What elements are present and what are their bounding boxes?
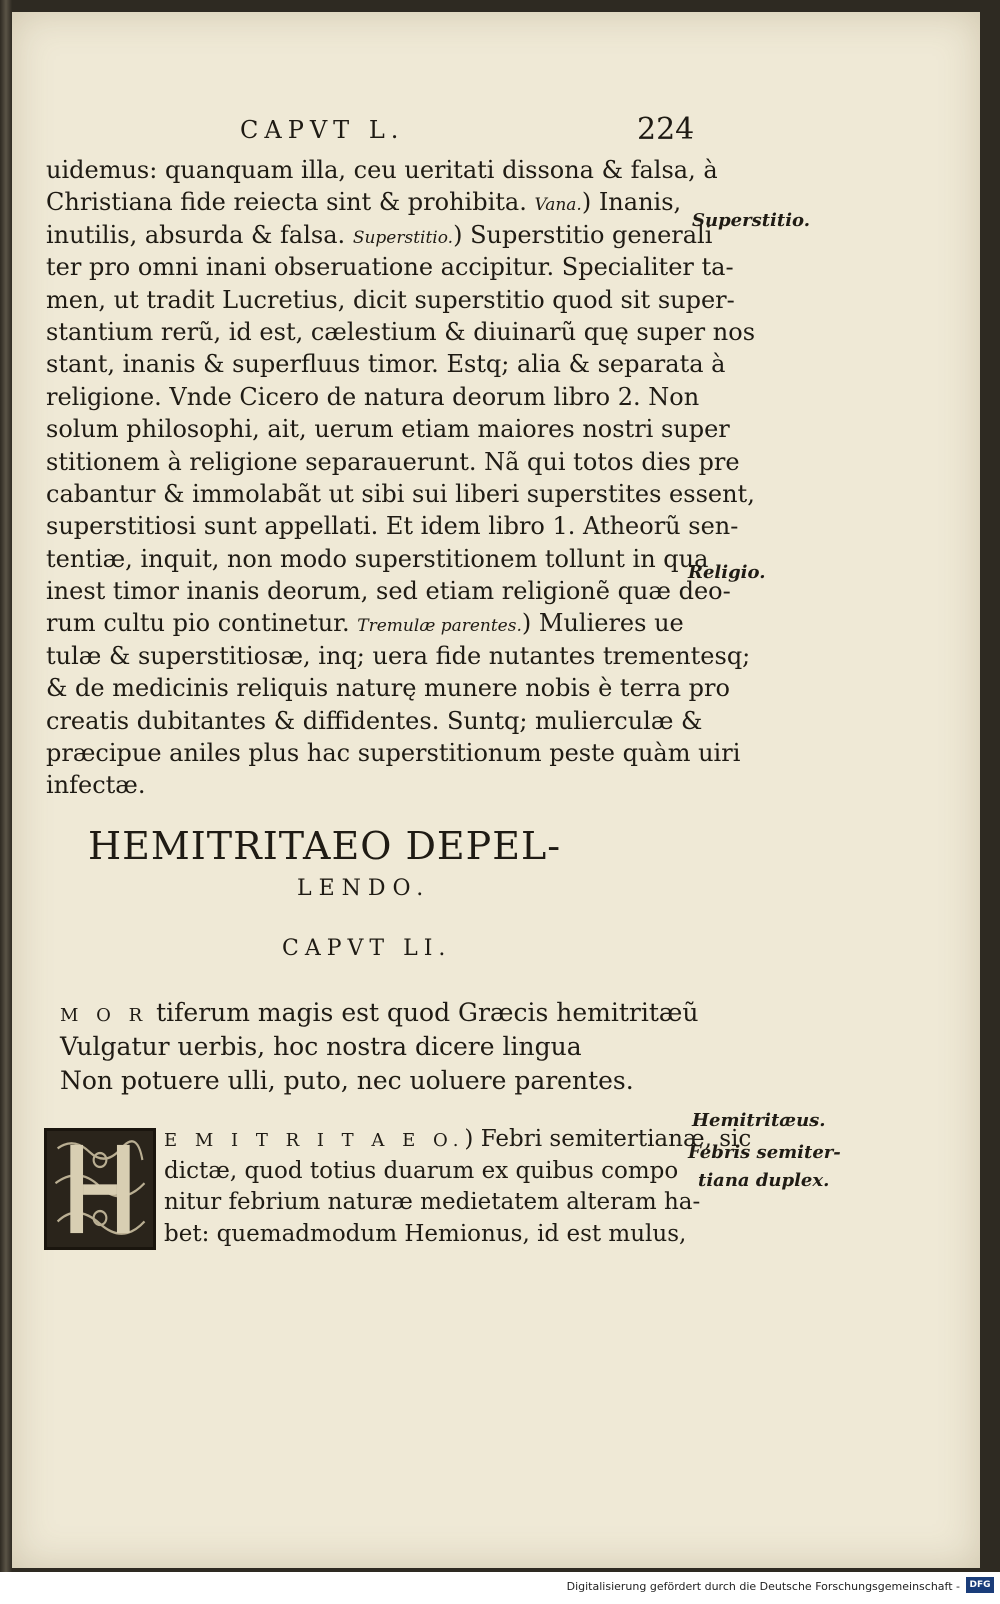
margin-note-febris-1: Febris semiter- [688, 1142, 841, 1163]
text-line: religione. Vnde Cicero de natura deorum libro 2. Non [46, 382, 700, 411]
footer-credit: Digitalisierung gefördert durch die Deutsche Forschungsgemeinschaft - [566, 1580, 960, 1593]
text-line: uidemus: quanquam illa, ceu ueritati dissona & falsa, à [46, 156, 718, 184]
main-text-block [46, 154, 756, 802]
lemma: Superstitio. [352, 227, 454, 248]
text-line: tentiæ, inquit, non modo superstitionem tollunt in qua [46, 544, 709, 573]
commentary-line: E M I T R I T A E O.) Febri semitertianæ, sic [164, 1126, 752, 1152]
page-number: 224 [637, 112, 695, 147]
text-line: Christiana fide reiecta sint & prohibita. Vana.) Inanis, [46, 188, 682, 217]
text-line: men, ut tradit Lucretius, dicit superstitio quod sit super- [46, 285, 735, 314]
dfg-logo: DFG [966, 1577, 994, 1593]
lemma: Vana. [534, 195, 582, 216]
verse-line: Non potuere ulli, puto, nec uoluere parentes. [60, 1066, 634, 1095]
text-line: & de medicinis reliquis naturę munere nobis è terra pro [46, 674, 730, 703]
text-line: ter pro omni inani obseruatione accipitur. Specialiter ta- [46, 253, 734, 282]
text-line: præcipue aniles plus hac superstitionum peste quàm uiri [46, 739, 741, 768]
text-line: creatis dubitantes & diffidentes. Suntq; mulierculæ & [46, 706, 703, 735]
book-page [12, 12, 980, 1568]
commentary-line: nitur febrium naturæ medietatem alteram ha- [164, 1189, 701, 1215]
verse-block [60, 996, 720, 1098]
commentary-line: bet: quemadmodum Hemionus, id est mulus, [164, 1220, 687, 1247]
page-header [12, 12, 980, 152]
text-line: solum philosophi, ait, uerum etiam maiores nostri super [46, 415, 730, 444]
commentary-line: dictæ, quod totius duarum ex quibus compo [164, 1157, 679, 1184]
margin-note-hemitritaeus: Hemitritæus. [692, 1110, 826, 1131]
margin-note-religio: Religio. [688, 562, 766, 583]
text-line: stant, inanis & superfluus timor. Estq; alia & separata à [46, 350, 726, 379]
text-line: cabantur & immolabãt ut sibi sui liberi superstites essent, [46, 479, 755, 508]
text-line: superstitiosi sunt appellati. Et idem libro 1. Atheorũ sen- [46, 512, 739, 541]
text-line: inutilis, absurda & falsa. Superstitio.) Superstitio generali [46, 220, 713, 249]
section-title: HEMITRITAEO DEPEL- [88, 824, 562, 868]
decorated-initial-h [44, 1128, 156, 1250]
text-line: inest timor inanis deorum, sed etiam religionẽ quæ deo- [46, 577, 731, 606]
running-head: CAPVT L. [240, 116, 405, 144]
text-line: tulæ & superstitiosæ, inq; uera fide nutantes trementesq; [46, 641, 751, 670]
text-line: infectæ. [46, 771, 146, 800]
chapter-heading: CAPVT LI. [282, 936, 452, 961]
section-title-continuation: LENDO. [297, 876, 431, 901]
footer-bar [0, 1572, 1000, 1604]
margin-note-superstitio: Superstitio. [692, 210, 811, 231]
text-line: stantium rerũ, id est, cælestium & diuinarũ quę super nos [46, 317, 756, 346]
verse-line: Vulgatur uerbis, hoc nostra dicere lingua [60, 1032, 582, 1061]
margin-note-febris-2: tiana duplex. [698, 1170, 830, 1191]
text-line: stitionem à religione separauerunt. Nã qui totos dies pre [46, 447, 740, 476]
commentary-block [164, 1124, 752, 1250]
lemma: Tremulæ parentes. [357, 616, 522, 637]
verse-line: M O R tiferum magis est quod Græcis hemitritæũ [60, 998, 699, 1027]
text-line: rum cultu pio continetur. Tremulæ parentes.) Mulieres ue [46, 609, 684, 638]
